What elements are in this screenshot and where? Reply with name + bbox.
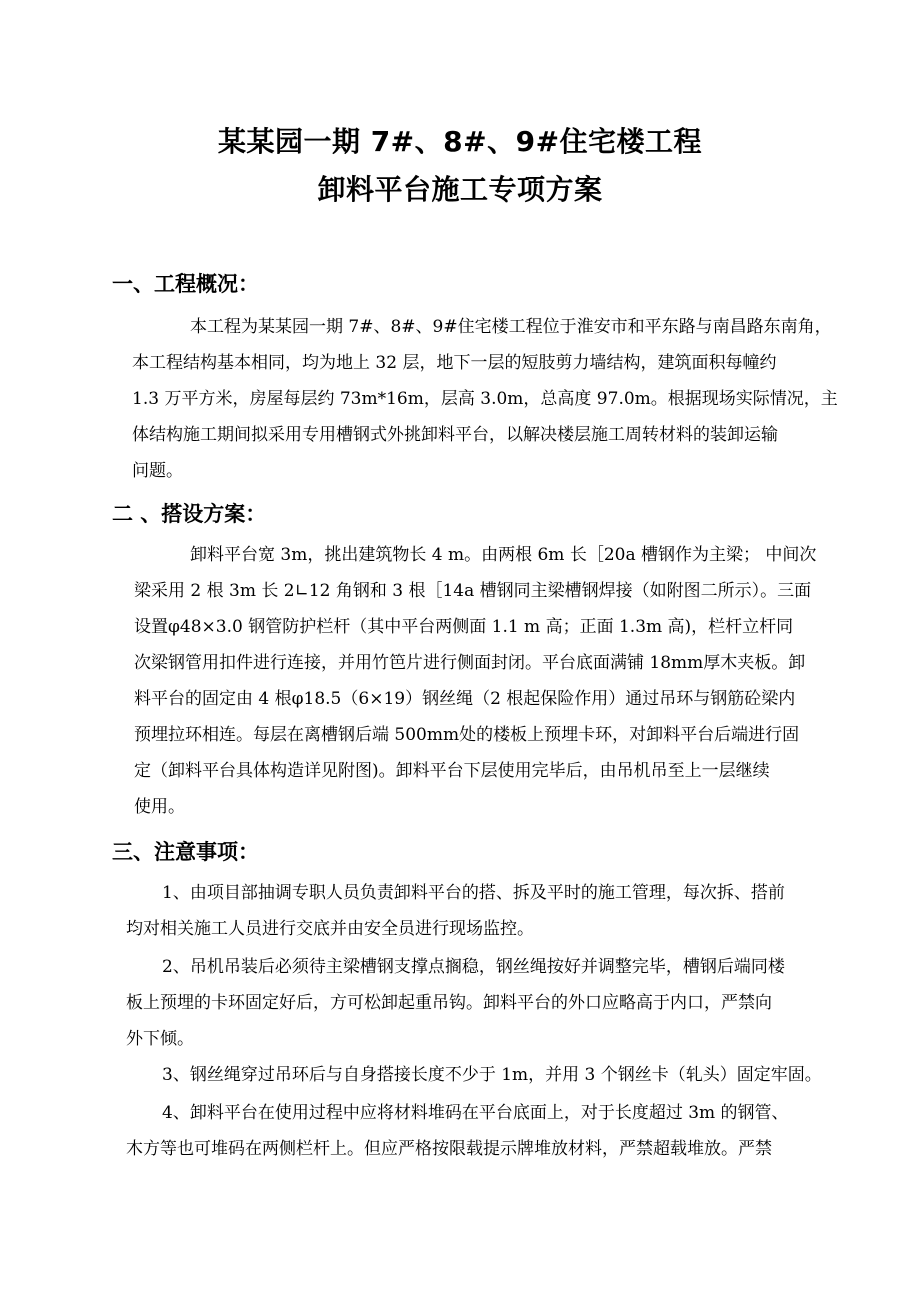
paragraph-line: 设置φ48×3.0 钢管防护栏杆（其中平台两侧面 1.1 m 高；正面 1.3m 高)，栏杆立杆同 [134, 617, 794, 637]
paragraph-line: 木方等也可堆码在两侧栏杆上。但应严格按限载提示牌堆放材料，严禁超载堆放。严禁 [126, 1139, 772, 1159]
document-title-line-2: 卸料平台施工专项方案 [317, 173, 603, 206]
section-heading-notes: 三、注意事项： [112, 840, 259, 864]
paragraph-line: 卸料平台宽 3m，挑出建筑物长 4 m。由两根 6m 长［20a 槽钢作为主梁； 中间次 [190, 545, 817, 565]
section-heading-scheme: 二 、搭设方案： [112, 502, 267, 526]
paragraph-line: 3、钢丝绳穿过吊环后与自身搭接长度不少于 1m，并用 3 个钢丝卡（轧头）固定牢固。 [162, 1065, 822, 1085]
paragraph-line: 2、吊机吊装后必须待主梁槽钢支撑点搁稳，钢丝绳按好并调整完毕，槽钢后端同楼 [162, 957, 785, 977]
document-title-line-1: 某某园一期 7#、8#、9#住宅楼工程 [217, 125, 703, 158]
paragraph-line: 本工程为某某园一期 7#、8#、9#住宅楼工程位于淮安市和平东路与南昌路东南角， [190, 317, 832, 337]
paragraph-line: 问题。 [132, 461, 183, 481]
paragraph-line: 4、卸料平台在使用过程中应将材料堆码在平台底面上，对于长度超过 3m 的钢管、 [162, 1103, 789, 1123]
section-heading-overview: 一、工程概况： [112, 272, 259, 296]
paragraph-line: 预埋拉环相连。每层在离槽钢后端 500mm处的楼板上预埋卡环，对卸料平台后端进行固 [134, 725, 800, 745]
paragraph-line: 料平台的固定由 4 根φ18.5（6×19）钢丝绳（2 根起保险作用）通过吊环与钢筋砼梁内 [134, 689, 796, 709]
paragraph-line: 定（卸料平台具体构造详见附图)。卸料平台下层使用完毕后，由吊机吊至上一层继续 [134, 761, 770, 781]
paragraph-line: 均对相关施工人员进行交底并由安全员进行现场监控。 [126, 919, 534, 939]
paragraph-line: 使用。 [134, 797, 185, 817]
paragraph-line: 本工程结构基本相同，均为地上 32 层，地下一层的短肢剪力墙结构，建筑面积每幢约 [132, 353, 777, 373]
paragraph-line: 梁采用 2 根 3m 长 2∟12 角钢和 3 根［14a 槽钢同主梁槽钢焊接（如附图二所示）。三面 [134, 581, 812, 601]
paragraph-line: 体结构施工期间拟采用专用槽钢式外挑卸料平台，以解决楼层施工周转材料的装卸运输 [132, 425, 778, 445]
paragraph-line: 1、由项目部抽调专职人员负责卸料平台的搭、拆及平时的施工管理，每次拆、搭前 [162, 883, 785, 903]
paragraph-line: 次梁钢管用扣件进行连接，并用竹笆片进行侧面封闭。平台底面满铺 18mm厚木夹板。卸 [134, 653, 806, 673]
paragraph-line: 外下倾。 [126, 1029, 194, 1049]
paragraph-line: 板上预埋的卡环固定好后，方可松卸起重吊钩。卸料平台的外口应略高于内口，严禁向 [126, 993, 772, 1013]
paragraph-line: 1.3 万平方米，房屋每层约 73m*16m，层高 3.0m，总高度 97.0m。根据现场实际情况，主 [132, 389, 838, 409]
